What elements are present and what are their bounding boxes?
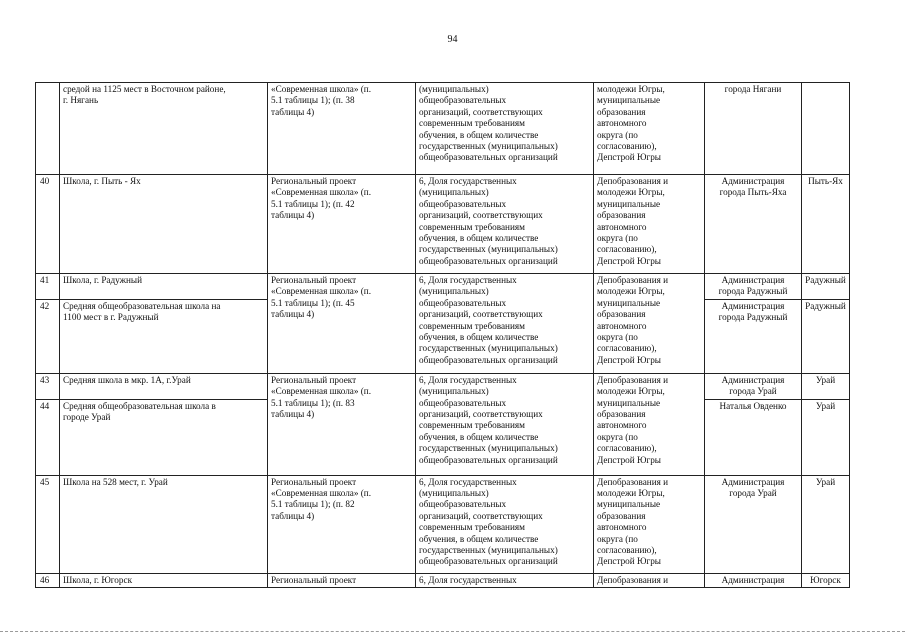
responsible-person-line: города Нягани [724,84,782,94]
executor-list-cell [594,373,705,475]
indicator-text-line: обучения, в общем количестве [419,129,539,140]
program-reference-line: Региональный проект [271,275,357,285]
indicator-text-line: общеобразовательных [419,198,507,209]
object-name-cell [60,399,268,475]
scan-edge-line [0,631,905,632]
indicator-text-line: общеобразовательных организаций [419,152,558,163]
projects-table [35,82,850,588]
program-reference-cell [268,175,416,274]
executor-list-line: автономного [597,420,647,431]
responsible-person-cell [705,573,802,587]
executor-list-line: Депобразования и [597,374,669,385]
program-reference-line: 5.1 таблицы 1); (п. 45 [271,297,355,308]
indicator-text-line: (муниципальных) [419,386,489,397]
page-number: 94 [447,34,458,45]
table-row [36,573,850,587]
program-reference-cell [268,373,416,475]
indicator-text-line: обучения, в общем количестве [419,332,539,343]
indicator-text-line: современным требованиям [419,420,525,431]
indicator-text-line: общеобразовательных организаций [419,255,558,266]
executor-list-line: молодежи Югры, [597,84,665,94]
indicator-text-line: (муниципальных) [419,286,489,297]
object-name-cell [60,573,268,587]
indicator-text-line: 6, Доля государственных [419,476,517,487]
responsible-person-line: Наталья Овденко [719,400,787,411]
program-reference-line: 5.1 таблицы 1); (п. 82 [271,499,355,510]
executor-list-line: округа (по [597,129,638,140]
executor-list-line: согласованию), [597,343,657,354]
executor-list-line: округа (по [597,431,638,442]
row-number-cell: 43 [36,373,60,399]
program-reference-line: «Современная школа» (п. [271,84,372,94]
executor-list-line: образования [597,510,646,521]
object-name-line: 1100 мест в г. Радужный [63,312,159,323]
indicator-text-line: общеобразовательных организаций [419,454,558,465]
program-reference-cell [268,475,416,573]
municipality-name-cell [802,274,850,300]
object-name-line: средой на 1125 мест в Восточном районе, [63,84,226,94]
responsible-person-cell [705,399,802,475]
executor-list-line: образования [597,309,646,320]
executor-list-line: согласованию), [597,141,657,152]
program-reference-line: 5.1 таблицы 1); (п. 42 [271,198,355,209]
responsible-person-line: Администрация [721,275,785,285]
program-reference-line: «Современная школа» (п. [271,187,372,198]
indicator-text-line: общеобразовательных организаций [419,556,558,567]
municipality-name-cell [802,299,850,373]
executor-list-line: Депобразования и [597,176,669,186]
responsible-person-line: города Радужный [718,312,788,323]
executor-list-line: Депобразования и [597,574,669,585]
program-reference-line: Региональный проект [271,476,357,487]
executor-list-line: образования [597,210,646,221]
table-row [36,274,850,300]
executor-list-line: молодежи Югры, [597,286,665,297]
executor-list-line: автономного [597,320,647,331]
municipality-name-cell [802,399,850,475]
indicator-text-line: государственных (муниципальных) [419,343,558,354]
indicator-text-line: общеобразовательных [419,95,507,106]
object-name-line: городе Урай [63,412,111,423]
indicator-text-line: государственных (муниципальных) [419,443,558,454]
municipality-name-line: Радужный [805,300,846,311]
program-reference-cell [268,274,416,374]
program-reference-cell [268,573,416,587]
municipality-name-cell [802,475,850,573]
responsible-person-line: города Радужный [718,286,788,297]
table-row [36,175,850,274]
responsible-person-cell [705,299,802,373]
responsible-person-cell [705,475,802,573]
program-reference-line: «Современная школа» (п. [271,386,372,397]
executor-list-line: муниципальные [597,198,661,209]
program-reference-line: 5.1 таблицы 1); (п. 38 [271,95,355,106]
program-reference-line: таблицы 4) [271,210,315,221]
indicator-text-line: 6, Доля государственных [419,176,517,186]
program-reference-line: таблицы 4) [271,106,315,117]
indicator-text-line: общеобразовательных [419,397,507,408]
executor-list-line: молодежи Югры, [597,488,665,499]
responsible-person-line: Администрация [721,300,785,311]
responsible-person-line: города Пыть-Яха [719,187,787,198]
executor-list-line: Депстрой Югры [597,152,661,163]
program-reference-line: Региональный проект [271,574,357,585]
indicator-text-line: организаций, соответствующих [419,510,543,521]
executor-list-cell [594,83,705,175]
responsible-person-cell [705,373,802,399]
executor-list-line: муниципальные [597,95,661,106]
indicator-text-line: (муниципальных) [419,84,489,94]
row-number-cell: 41 [36,274,60,300]
object-name-line: г. Нягань [63,95,99,106]
indicator-text-line: организаций, соответствующих [419,309,543,320]
program-reference-line: «Современная школа» (п. [271,488,372,499]
executor-list-cell [594,175,705,274]
executor-list-line: согласованию), [597,443,657,454]
table-row [36,475,850,573]
responsible-person-line: города Урай [729,488,777,499]
object-name-cell [60,373,268,399]
object-name-line: Средняя школа в мкр. 1А, г.Урай [63,374,191,385]
responsible-person-cell [705,274,802,300]
executor-list-line: Депстрой Югры [597,255,661,266]
executor-list-line: образования [597,106,646,117]
executor-list-line: округа (по [597,233,638,244]
municipality-name-line: Урай [815,400,836,411]
object-name-line: Школа, г. Пыть - Ях [63,176,141,186]
executor-list-line: автономного [597,221,647,232]
object-name-cell [60,175,268,274]
indicator-text-line: современным требованиям [419,320,525,331]
responsible-person-line: Администрация [721,374,785,385]
row-number-cell: 45 [36,475,60,573]
indicator-text-line: общеобразовательных организаций [419,354,558,365]
municipality-name-line: Пыть-Ях [808,176,843,186]
executor-list-line: Депобразования и [597,275,669,285]
indicator-text-line: обучения, в общем количестве [419,533,539,544]
indicator-text-cell [416,83,594,175]
indicator-text-cell [416,373,594,475]
indicator-text-line: организаций, соответствующих [419,106,543,117]
row-number-cell: 46 [36,573,60,587]
indicator-text-line: организаций, соответствующих [419,409,543,420]
program-reference-line: Региональный проект [271,374,357,385]
row-number-cell: 42 [36,299,60,373]
responsible-person-line: Администрация [721,476,785,487]
object-name-cell [60,475,268,573]
table-body [36,83,850,588]
responsible-person-line: Администрация [721,574,785,585]
table-row [36,83,850,175]
object-name-cell [60,274,268,300]
executor-list-line: округа (по [597,533,638,544]
executor-list-line: округа (по [597,332,638,343]
responsible-person-cell [705,175,802,274]
indicator-text-line: государственных (муниципальных) [419,244,558,255]
executor-list-line: автономного [597,522,647,533]
indicator-text-line: общеобразовательных [419,499,507,510]
executor-list-line: образования [597,409,646,420]
executor-list-line: Депстрой Югры [597,556,661,567]
executor-list-line: муниципальные [597,297,661,308]
object-name-line: Средняя общеобразовательная школа на [63,300,221,311]
executor-list-line: молодежи Югры, [597,386,665,397]
object-name-line: Школа, г. Радужный [63,275,143,285]
indicator-text-line: общеобразовательных [419,297,507,308]
municipality-name-cell [802,175,850,274]
program-reference-line: 5.1 таблицы 1); (п. 83 [271,397,355,408]
object-name-cell [60,83,268,175]
indicator-text-line: обучения, в общем количестве [419,233,539,244]
executor-list-line: Депстрой Югры [597,454,661,465]
object-name-cell [60,299,268,373]
row-number-cell: 40 [36,175,60,274]
indicator-text-cell [416,175,594,274]
program-reference-line: таблицы 4) [271,409,315,420]
municipality-name-line: Урай [815,476,836,487]
executor-list-line: молодежи Югры, [597,187,665,198]
executor-list-line: согласованию), [597,244,657,255]
municipality-name-line: Урай [815,374,836,385]
responsible-person-cell [705,83,802,175]
program-reference-cell [268,83,416,175]
indicator-text-line: 6, Доля государственных [419,275,517,285]
indicator-text-line: организаций, соответствующих [419,210,543,221]
executor-list-line: муниципальные [597,499,661,510]
executor-list-line: согласованию), [597,545,657,556]
row-number-cell: 44 [36,399,60,475]
indicator-text-line: 6, Доля государственных [419,574,517,585]
indicator-text-cell [416,573,594,587]
indicator-text-line: (муниципальных) [419,488,489,499]
executor-list-line: муниципальные [597,397,661,408]
responsible-person-line: Администрация [721,176,785,186]
executor-list-line: Депобразования и [597,476,669,487]
municipality-name-line: Радужный [805,275,846,285]
indicator-text-line: 6, Доля государственных [419,374,517,385]
responsible-person-line: города Урай [729,386,777,397]
municipality-name-cell [802,373,850,399]
program-reference-line: таблицы 4) [271,510,315,521]
object-name-line: Школа, г. Югорск [63,574,133,585]
table-row [36,373,850,399]
indicator-text-line: государственных (муниципальных) [419,141,558,152]
indicator-text-line: обучения, в общем количестве [419,431,539,442]
municipality-name-cell [802,83,850,175]
object-name-line: Школа на 528 мест, г. Урай [63,476,168,487]
executor-list-cell [594,573,705,587]
executor-list-line: Депстрой Югры [597,354,661,365]
executor-list-line: автономного [597,118,647,129]
indicator-text-cell [416,274,594,374]
municipality-name-cell [802,573,850,587]
indicator-text-line: современным требованиям [419,221,525,232]
object-name-line: Средняя общеобразовательная школа в [63,400,216,411]
program-reference-line: «Современная школа» (п. [271,286,372,297]
executor-list-cell [594,475,705,573]
program-reference-line: Региональный проект [271,176,357,186]
executor-list-cell [594,274,705,374]
row-number-cell [36,83,60,175]
municipality-name-line: Югорск [810,574,841,585]
indicator-text-line: современным требованиям [419,522,525,533]
indicator-text-line: (муниципальных) [419,187,489,198]
indicator-text-cell [416,475,594,573]
program-reference-line: таблицы 4) [271,309,315,320]
indicator-text-line: государственных (муниципальных) [419,545,558,556]
indicator-text-line: современным требованиям [419,118,525,129]
